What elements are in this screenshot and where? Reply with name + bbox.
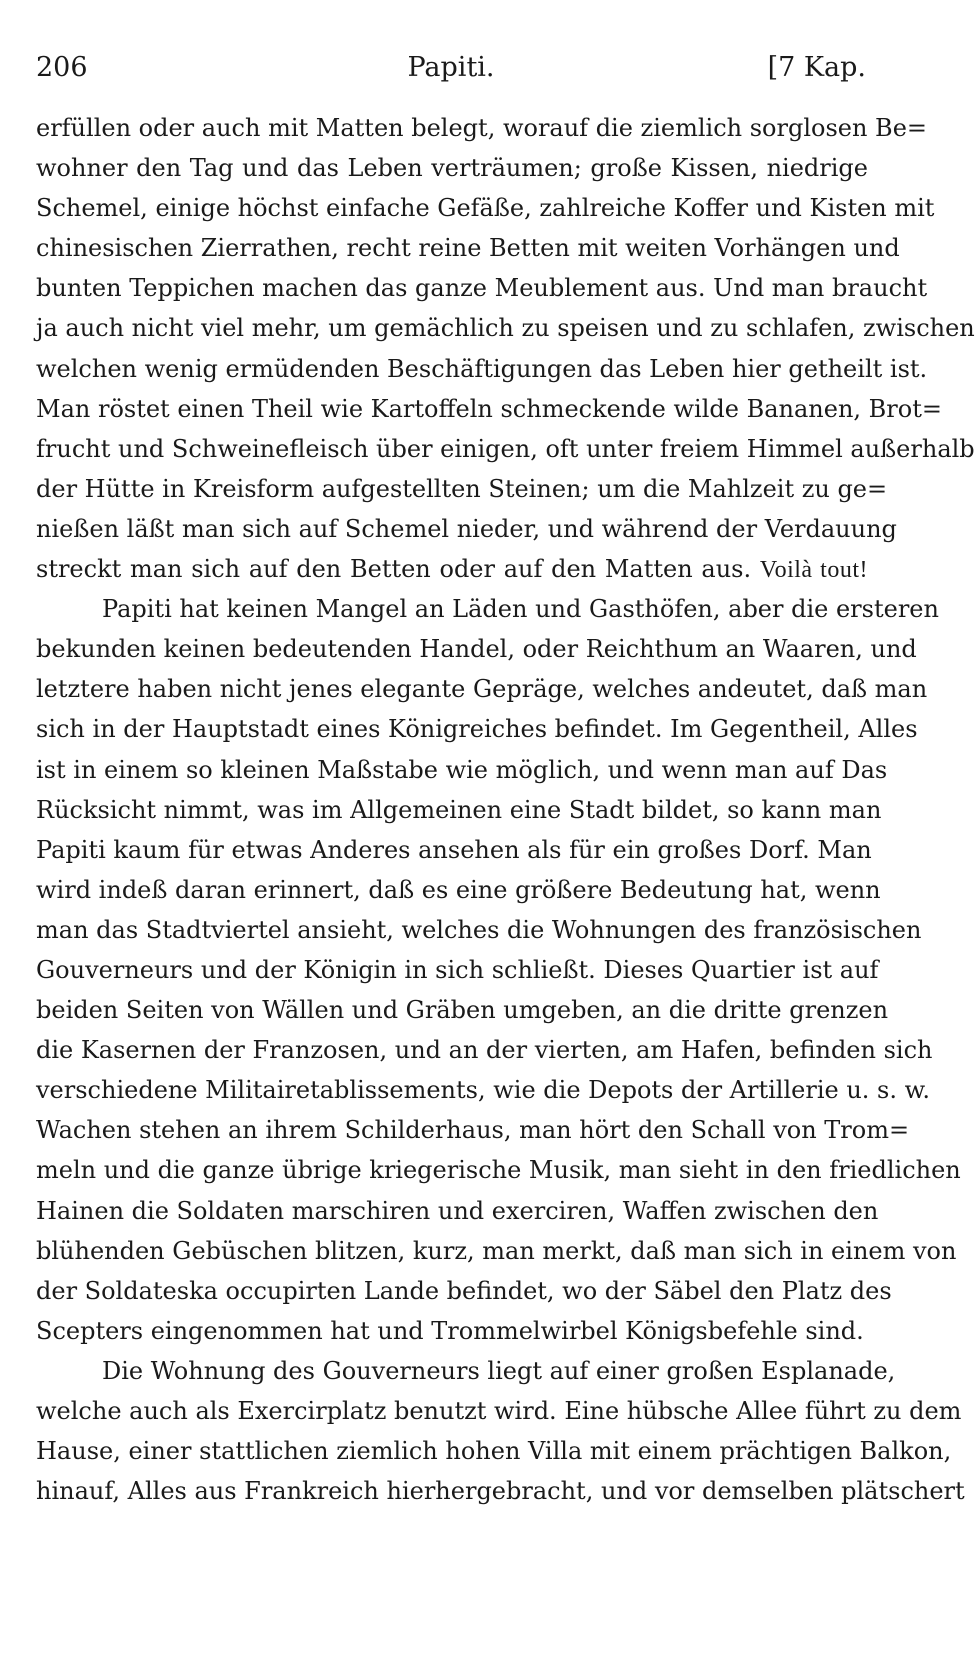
text-line [36,549,868,589]
text-line: Rücksicht nimmt, was im Allgemeinen eine Stadt bildet, so kann man [36,795,882,824]
text-line: welchen wenig ermüdenden Beschäftigungen das Leben hier getheilt ist. [36,354,928,383]
text-line: meln und die ganze übrige kriegerische Musik, man sieht in den friedlichen [36,1156,961,1185]
text-line: ja auch nicht viel mehr, um gemächlich zu speisen und zu schlafen, zwischen [36,314,975,343]
running-title: Papiti. [407,52,495,83]
text-line: letztere haben nicht jenes elegante Gepräge, welches andeutet, daß man [36,675,928,704]
text-line: frucht und Schweinefleisch über einigen, oft unter freiem Himmel außerhalb [36,434,975,463]
paragraph-first-line: Die Wohnung des Gouverneurs liegt auf einer großen Esplanade, [102,1356,896,1385]
text-line: Wachen stehen an ihrem Schilderhaus, man hört den Schall von Trom= [36,1116,910,1145]
text-line: nießen läßt man sich auf Schemel nieder, und während der Verdauung [36,514,897,543]
text-line: hinauf, Alles aus Frankreich hierhergebracht, und vor demselben plätschert [36,1477,965,1506]
text-line-main: streckt man sich auf den Betten oder auf den Matten aus. [36,555,752,584]
text-line: Schemel, einige höchst einfache Gefäße, zahlreiche Koffer und Kisten mit [36,194,935,223]
page-number: 206 [36,52,88,83]
text-line: Man röstet einen Theil wie Kartoffeln schmeckende wilde Bananen, Brot= [36,394,942,423]
body-text [36,108,975,1511]
paragraph-first-line: Papiti hat keinen Mangel an Läden und Gasthöfen, aber die ersteren [102,595,939,624]
text-line: sich in der Hauptstadt eines Königreiches befindet. Im Gegentheil, Alles [36,715,918,744]
text-line: chinesischen Zierrathen, recht reine Betten mit weiten Vorhängen und [36,234,900,263]
chapter-reference: [7 Kap. [767,52,866,83]
text-line: bunten Teppichen machen das ganze Meublement aus. Und man braucht [36,274,928,303]
text-line: verschiedene Militairetablissements, wie die Depots der Artillerie u. s. w. [36,1076,930,1105]
text-line: der Soldateska occupirten Lande befindet, wo der Säbel den Platz des [36,1276,892,1305]
text-line-latin: Voilà tout! [759,557,868,584]
text-line: welche auch als Exercirplatz benutzt wird. Eine hübsche Allee führt zu dem [36,1397,962,1425]
text-line: Hainen die Soldaten marschiren und exerciren, Waffen zwischen den [36,1196,879,1225]
text-line: bekunden keinen bedeutenden Handel, oder Reichthum an Waaren, und [36,635,917,664]
text-line: Papiti kaum für etwas Anderes ansehen als für ein großes Dorf. Man [36,835,872,864]
text-line: erfüllen oder auch mit Matten belegt, worauf die ziemlich sorglosen Be= [36,114,927,142]
page-header [36,48,866,88]
text-line: blühenden Gebüschen blitzen, kurz, man merkt, daß man sich in einem von [36,1236,957,1265]
text-line: Hause, einer stattlichen ziemlich hohen Villa mit einem prächtigen Balkon, [36,1437,952,1466]
text-line: der Hütte in Kreisform aufgestellten Steinen; um die Mahlzeit zu ge= [36,474,888,503]
text-line: ist in einem so kleinen Maßstabe wie möglich, und wenn man auf Das [36,755,888,784]
text-line: die Kasernen der Franzosen, und an der vierten, am Hafen, befinden sich [36,1036,933,1065]
text-line: wird indeß daran erinnert, daß es eine größere Bedeutung hat, wenn [36,875,881,904]
text-line: Gouverneurs und der Königin in sich schließt. Dieses Quartier ist auf [36,955,879,984]
text-line: beiden Seiten von Wällen und Gräben umgeben, an die dritte grenzen [36,996,889,1025]
paragraph-last-line: Scepters eingenommen hat und Trommelwirbel Königsbefehle sind. [36,1316,864,1345]
text-line: wohner den Tag und das Leben verträumen; große Kissen, niedrige [36,154,868,183]
text-line: man das Stadtviertel ansieht, welches die Wohnungen des französischen [36,915,922,944]
